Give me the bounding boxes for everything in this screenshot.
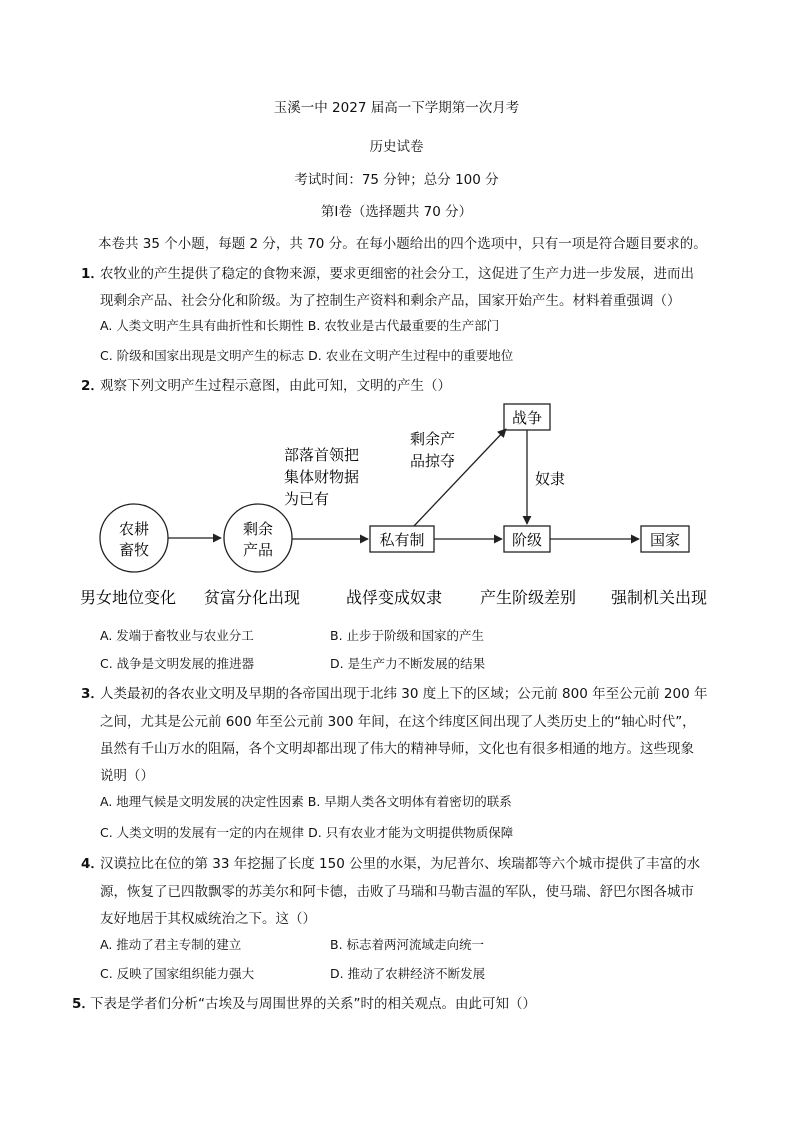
edge-label-tribal: 为已有 (284, 490, 330, 508)
state-label: 国家 (649, 531, 681, 549)
question-3-option[interactable]: A. 地理气候是文明发展的决定性因素 B. 早期人类各文明体有着密切的联系 (100, 794, 512, 809)
question-4-number: 4． (81, 856, 104, 872)
exam-title: 玉溪一中 2027 届高一下学期第一次月考 (273, 100, 520, 116)
question-2-number: 2． (81, 378, 104, 394)
edge-label-plunder: 品掠夺 (410, 452, 456, 470)
diagram-caption: 强制机关出现 (611, 588, 708, 607)
question-1-option[interactable]: C. 阶级和国家出现是文明产生的标志 D. 农业在文明产生过程中的重要地位 (100, 348, 514, 363)
question-3-line: 说明（） (100, 768, 154, 784)
civilization-process-diagram (74, 398, 734, 612)
subject-title: 历史试卷 (369, 139, 424, 155)
class-label: 阶级 (511, 531, 543, 549)
diagram-caption: 战俘变成奴隶 (346, 588, 443, 607)
question-2-line: 观察下列文明产生过程示意图，由此可知，文明的产生（） (100, 378, 451, 394)
question-4-line: 友好地居于其权威统治之下。这（） (100, 911, 316, 927)
question-3-number: 3． (81, 686, 104, 702)
question-4-option[interactable]: B. 标志着两河流域走向统一 (330, 937, 485, 952)
question-2-option[interactable]: B. 止步于阶级和国家的产生 (330, 628, 485, 643)
question-3-line: 之间，尤其是公元前 600 年至公元前 300 年间，在这个纬度区间出现了人类历史上的“轴心时代”， (100, 714, 696, 730)
question-3-line: 虽然有千山万水的阻隔，各个文明却都出现了伟大的精神导师，文化也有很多相通的地方。这些现象 (100, 741, 694, 757)
question-4-line: 源，恢复了已四散飘零的苏美尔和阿卡德，击败了马瑞和马勒吉温的军队，使马瑞、舒巴尔图各城市 (100, 884, 694, 900)
private-ownership-label: 私有制 (379, 531, 425, 549)
question-2-option[interactable]: C. 战争是文明发展的推进器 (100, 656, 255, 671)
question-1-line: 农牧业的产生提供了稳定的食物来源，要求更细密的社会分工，这促进了生产力进一步发展，进而出 (100, 266, 694, 282)
surplus-node-label: 产品 (242, 541, 274, 559)
surplus-node (224, 504, 292, 572)
edge-label-tribal: 部落首领把 (284, 446, 360, 464)
edge-label-plunder: 剩余产 (410, 430, 456, 448)
question-1-option[interactable]: A. 人类文明产生具有曲折性和长期性 B. 农牧业是古代最重要的生产部门 (100, 318, 500, 333)
instructions: 本卷共 35 个小题，每题 2 分，共 70 分。在每小题给出的四个选项中，只有一项是符合题目要求的。 (98, 236, 707, 252)
section-title: 第Ⅰ卷（选择题共 70 分） (320, 204, 473, 220)
question-4-line: 汉谟拉比在位的第 33 年挖掘了长度 150 公里的水渠，为尼普尔、埃瑞都等六个城市提供了丰富的水 (100, 856, 701, 872)
question-1-number: 1． (81, 266, 104, 282)
question-3-option[interactable]: C. 人类文明的发展有一定的内在规律 D. 只有农业才能为文明提供物质保障 (100, 825, 514, 840)
question-3-line: 人类最初的各农业文明及早期的各帝国出现于北纬 30 度上下的区域；公元前 800 年至公元前 200 年 (100, 686, 708, 702)
question-5-number: 5． (72, 996, 95, 1012)
edge-label-slave: 奴隶 (535, 470, 566, 488)
question-4-option[interactable]: C. 反映了国家组织能力强大 (100, 966, 255, 981)
question-5-line: 下表是学者们分析“古埃及与周围世界的关系”时的相关观点。由此可知（） (90, 996, 536, 1012)
surplus-node-label: 剩余 (242, 520, 274, 538)
question-4-option[interactable]: A. 推动了君主专制的建立 (100, 937, 242, 952)
exam-time-info: 考试时间：75 分钟；总分 100 分 (294, 172, 499, 188)
diagram-caption: 产生阶级差别 (480, 588, 577, 607)
war-label: 战争 (511, 409, 543, 427)
farming-node-label: 畜牧 (118, 541, 150, 559)
farming-node (100, 504, 168, 572)
edge-label-tribal: 集体财物据 (284, 468, 360, 486)
diagram-caption: 男女地位变化 (80, 588, 177, 607)
question-4-option[interactable]: D. 推动了农耕经济不断发展 (330, 966, 486, 981)
question-2-option[interactable]: A. 发端于畜牧业与农业分工 (100, 628, 254, 643)
question-2-option[interactable]: D. 是生产力不断发展的结果 (330, 656, 486, 671)
question-1-line: 现剩余产品、社会分化和阶级。为了控制生产资料和剩余产品，国家开始产生。材料着重强调（） (100, 293, 681, 309)
diagram-caption: 贫富分化出现 (204, 588, 301, 607)
farming-node-label: 农耕 (118, 520, 150, 538)
